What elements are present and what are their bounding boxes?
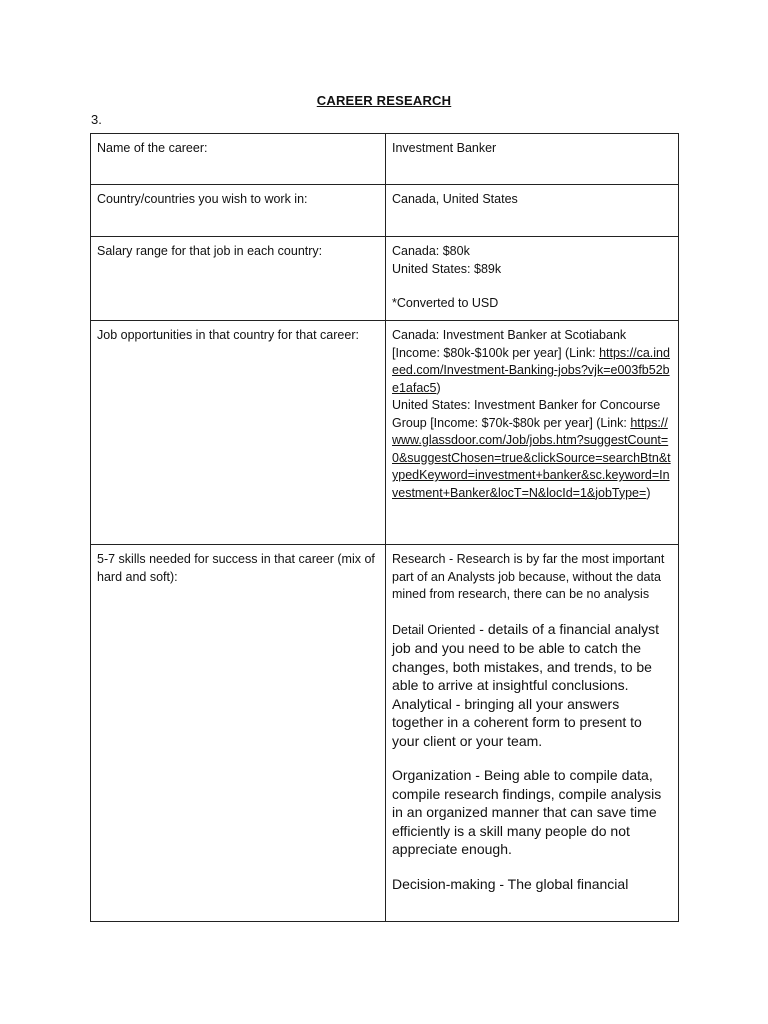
skill-organization: Organization - Being able to compile data, compile research findings, compile analysis in an organized manner that can save time efficiently is a skill many people do not appreciate enough.: [392, 767, 662, 857]
country-label: Country/countries you wish to work in:: [91, 185, 386, 237]
jobs-canada-text: Canada: Investment Banker at Scotiabank [Income: $80k-$100k per year] (Link:: [392, 328, 627, 360]
jobs-us-text: United States: Investment Banker for Concourse Group [Income: $70k-$80k per year] (Link:: [392, 398, 661, 430]
document-title: CAREER RESEARCH: [316, 93, 452, 108]
skills-value: [386, 545, 679, 922]
question-number: 3.: [91, 112, 102, 127]
skill-detail: [392, 620, 672, 695]
table-row-jobs: [91, 321, 679, 545]
skill-analytical: Analytical - bringing all your answers together in a coherent form to present to your client or your team.: [392, 695, 642, 749]
salary-note: *Converted to USD: [392, 296, 499, 310]
jobs-us-block: [392, 397, 672, 502]
table-row-salary: [91, 237, 679, 321]
career-value: Investment Banker: [386, 134, 679, 185]
skills-label: 5-7 skills needed for success in that career (mix of hard and soft):: [91, 545, 386, 922]
career-label: Name of the career:: [91, 134, 386, 185]
salary-canada: Canada: $80k: [392, 244, 470, 258]
skill-gap-3: [392, 859, 672, 875]
career-research-table: [90, 133, 679, 922]
skill-detail-head: Detail Oriented: [392, 622, 476, 637]
skill-decision: Decision-making - The global financial: [392, 875, 629, 892]
table-row-career: [91, 134, 679, 185]
skill-gap-2: [392, 750, 672, 766]
salary-us: United States: $89k: [392, 261, 502, 276]
jobs-label: Job opportunities in that country for that career:: [91, 321, 386, 545]
jobs-us-close: ): [646, 485, 651, 500]
jobs-canada-close: ): [436, 380, 441, 395]
salary-value: [386, 237, 679, 321]
jobs-us-link[interactable]: https://www.glassdoor.com/Job/jobs.htm?suggestCount=0&suggestChosen=true&clickSource=searchBtn&typedKeyword=investment+banker&sc.keyword=Investment+Banker&locT=N&locId=1&jobType=: [392, 415, 671, 500]
jobs-canada-link[interactable]: https://ca.indeed.com/Investment-Banking-jobs?vjk=e003fb52be1afac5: [392, 345, 670, 395]
country-value: Canada, United States: [386, 185, 679, 237]
skill-detail-body: - details of a financial analyst job and you need to be able to catch the changes, both mistakes, and trends, to be able to arrive at insightful conclusions.: [392, 620, 660, 693]
table-row-skills: [91, 545, 679, 922]
jobs-value: [386, 321, 679, 545]
skill-research: Research - Research is by far the most important part of an Analysts job because, without the data mined from research, there can be no analysis: [392, 552, 665, 601]
skill-gap-1: [392, 604, 672, 620]
salary-gap: [392, 278, 672, 295]
salary-label: Salary range for that job in each country:: [91, 237, 386, 321]
table-row-country: [91, 185, 679, 237]
